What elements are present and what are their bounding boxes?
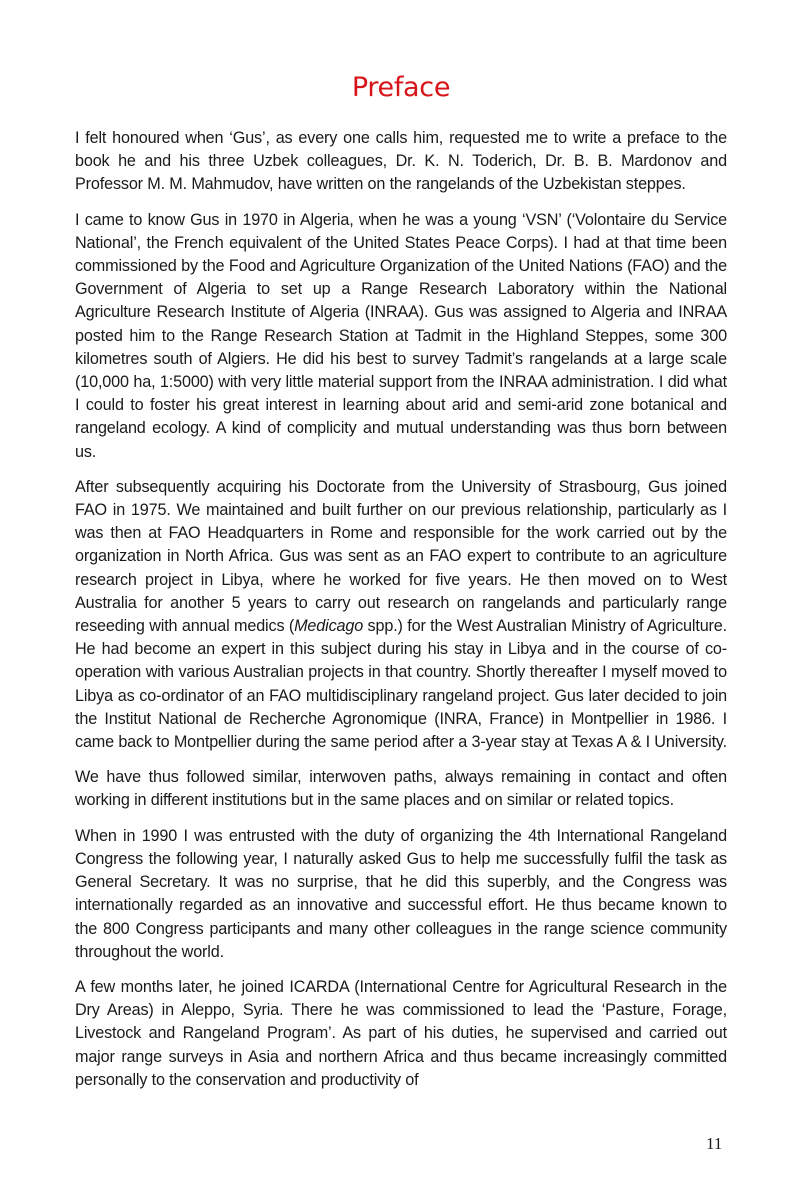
paragraph-4: We have thus followed similar, interwoven paths, always remaining in contact and often working in different institutions but in the same places and on similar or related topics. xyxy=(75,768,727,810)
species-name-italic: Medicago xyxy=(294,617,364,636)
paragraph-6: A few months later, he joined ICARDA (International Centre for Agricultural Research in the Dry Areas) in Aleppo, Syria. There he was commissioned to lead the ‘Pasture, Forage, Livestock and Rangeland Program’. As part of his duties, he supervised and carried out major range surveys in Asia and northern Africa and thus became increasingly committed personally to the conservation and productivity of xyxy=(75,977,727,1089)
paragraph-3 xyxy=(75,476,727,754)
page-number: 11 xyxy=(706,1134,723,1153)
paragraph-3-text-before: After subsequently acquiring his Doctorate from the University of Strasbourg, Gus joined FAO in 1975. We maintained and built further on our previous relationship, particularly as I was then at FAO Headquarters in Rome and responsible for the work carried out by the organization in North Africa. Gus was sent as an FAO expert to contribute to an agriculture research project in Libya, where he worked for five years. He then moved on to West Australia for another 5 years to carry out research on rangelands and particularly range reseeding with annual medics ( xyxy=(75,477,727,636)
paragraph-5: When in 1990 I was entrusted with the duty of organizing the 4th International Rangeland Congress the following year, I naturally asked Gus to help me successfully fulfil the task as General Secretary. It was no surprise, that he did this superbly, and the Congress was internationally regarded as an innovative and successful effort. He thus became known to the 800 Congress participants and many other colleagues in the range science community throughout the world. xyxy=(75,826,727,961)
paragraph-3-text-after: spp.) for the West Australian Ministry of Agriculture. He had become an expert in this subject during his stay in Libya and in the course of co-operation with various Australian projects in that country. Shortly thereafter I myself moved to Libya as co-ordinator of an FAO multidisciplinary rangeland project. Gus later decided to join the Institut National de Recherche Agronomique (INRA, France) in Montpellier in 1986. I came back to Montpellier during the same period after a 3-year stay at Texas A & I University. xyxy=(75,617,728,752)
paragraph-1: I felt honoured when ‘Gus’, as every one calls him, requested me to write a preface to the book he and his three Uzbek colleagues, Dr. K. N. Toderich, Dr. B. B. Mardonov and Professor M. M. Mahmudov, have written on the rangelands of the Uzbekistan steppes. xyxy=(75,129,727,194)
document-page xyxy=(75,68,727,1104)
page-title: Preface xyxy=(351,72,451,103)
paragraph-2: I came to know Gus in 1970 in Algeria, when he was a young ‘VSN’ (‘Volontaire du Service National’, the French equivalent of the United States Peace Corps). I had at that time been commissioned by the Food and Agriculture Organization of the United Nations (FAO) and the Government of Algeria to set up a Range Research Laboratory within the National Agriculture Research Institute of Algeria (INRAA). Gus was assigned to Algeria and INRAA posted him to the Range Research Station at Tadmit in the Highland Steppes, some 300 kilometres south of Algiers. He did his best to survey Tadmit’s rangelands at a large scale (10,000 ha, 1:5000) with very little material support from the INRAA administration. I did what I could to foster his great interest in learning about arid and semi-arid zone botanical and rangeland ecology. A kind of complicity and mutual understanding was thus born between us. xyxy=(75,210,727,461)
